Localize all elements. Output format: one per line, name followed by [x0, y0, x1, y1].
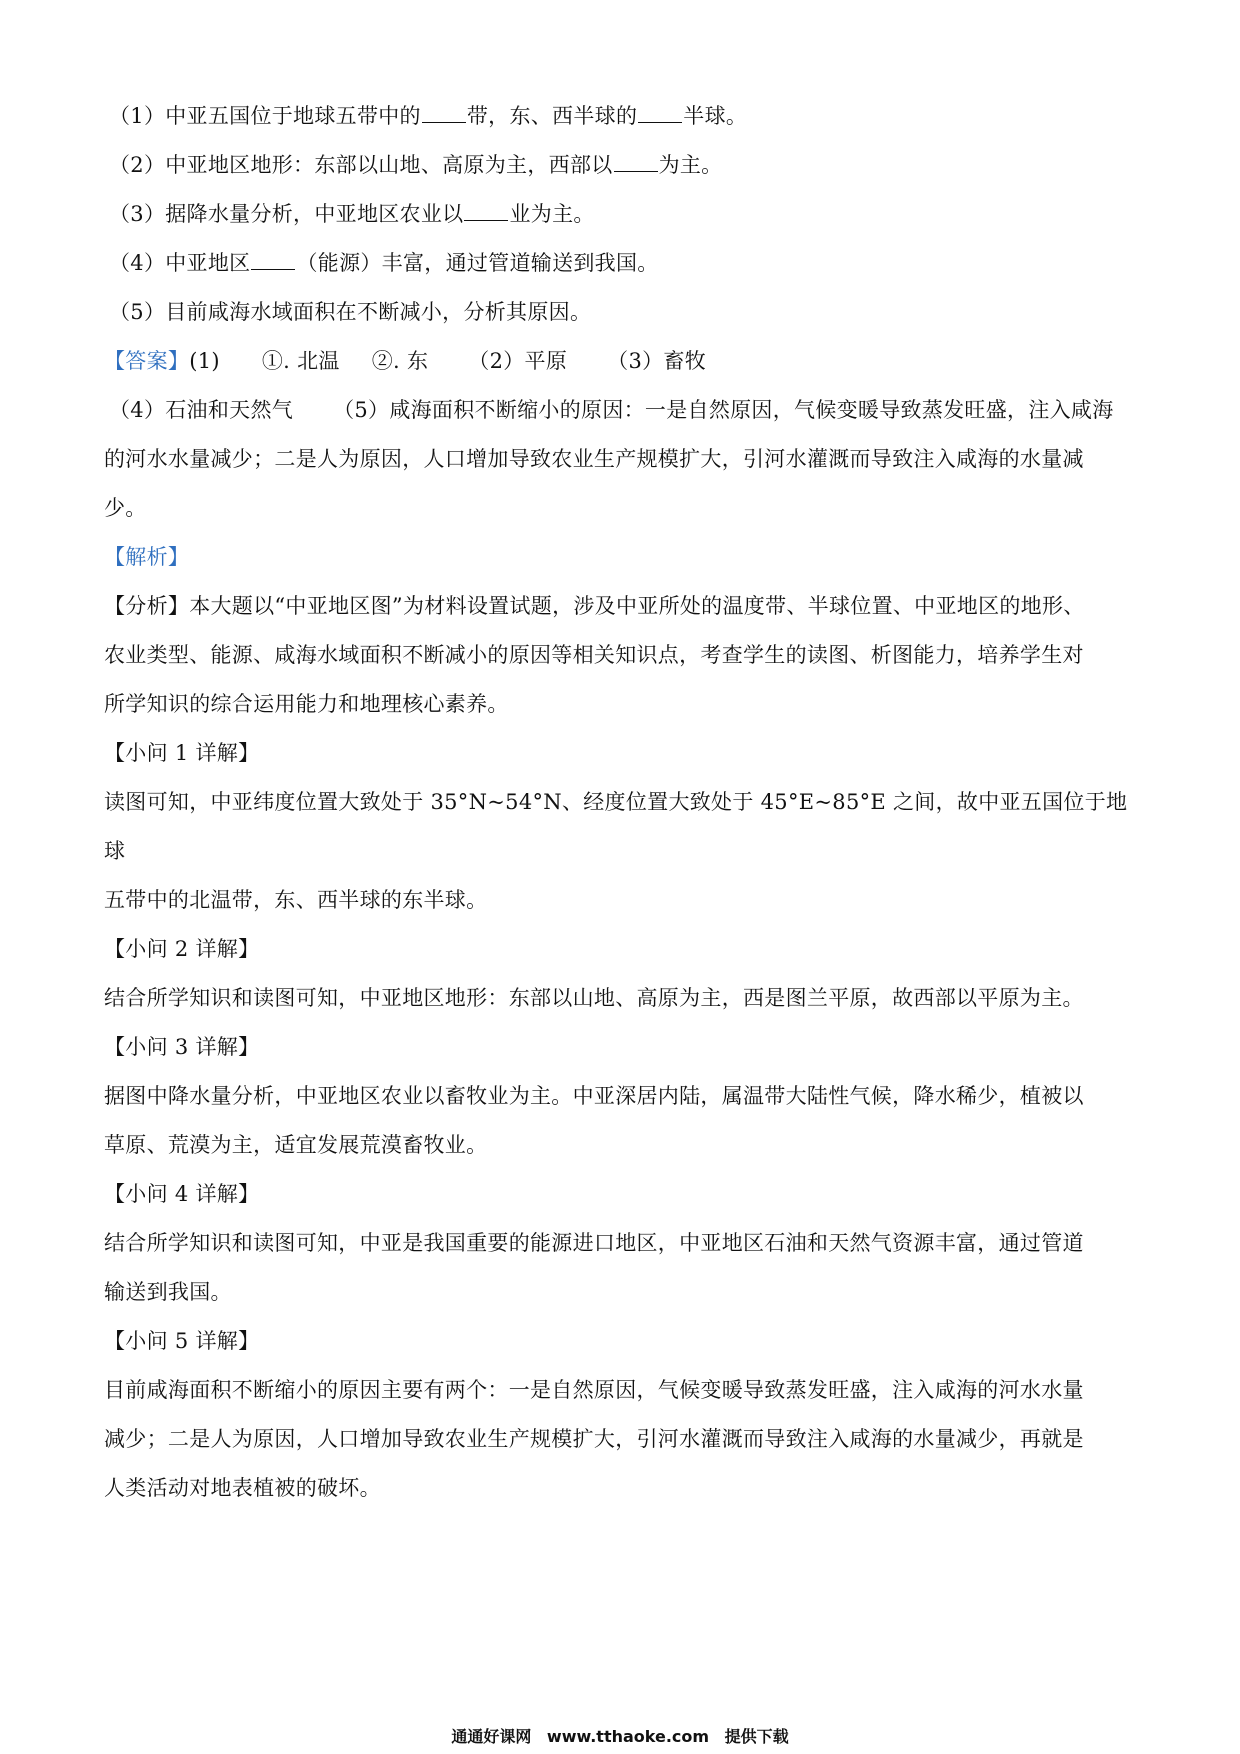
answer-line-2 [104, 386, 1134, 435]
answer-line-1 [104, 337, 1134, 386]
page-footer [0, 1724, 1240, 1747]
sub4-line-2: 输送到我国。 [104, 1280, 232, 1304]
sub1-title: 【小问 1 详解】 [104, 741, 260, 765]
q1-text-c: 半球。 [683, 104, 748, 128]
sub1-line-2: 五带中的北温带，东、西半球的东半球。 [104, 888, 488, 912]
sub5-line-1: 目前咸海面积不断缩小的原因主要有两个：一是自然原因，气候变暖导致蒸发旺盛，注入咸海的河水水量 [104, 1378, 1084, 1402]
question-1 [104, 92, 1134, 141]
blank-4 [251, 251, 295, 270]
q5-text: （5）目前咸海水域面积在不断减小，分析其原因。 [109, 300, 592, 324]
q2-text-b: 为主。 [658, 153, 723, 177]
answer-part1: (1) [189, 349, 220, 373]
answer-tag: 【答案】 [104, 349, 190, 373]
analysis-intro-2: 农业类型、能源、咸海水域面积不断减小的原因等相关知识点，考查学生的读图、析图能力，培养学生对 [104, 643, 1084, 667]
answer-line-3 [104, 435, 1134, 484]
sub4-line-1: 结合所学知识和读图可知，中亚是我国重要的能源进口地区，中亚地区石油和天然气资源丰富，通过管道 [104, 1231, 1084, 1255]
q2-text-a: （2）中亚地区地形：东部以山地、高原为主，西部以 [109, 153, 613, 177]
footer-suffix: 提供下载 [724, 1727, 789, 1746]
sub4-title: 【小问 4 详解】 [104, 1182, 260, 1206]
sub2-title: 【小问 2 详解】 [104, 937, 260, 961]
blank-3 [464, 202, 508, 221]
question-3 [104, 190, 1134, 239]
blank-1a [422, 104, 466, 123]
sub3-line-2: 草原、荒漠为主，适宜发展荒漠畜牧业。 [104, 1133, 488, 1157]
analysis-intro-1: 【分析】本大题以“中亚地区图”为材料设置试题，涉及中亚所处的温度带、半球位置、中亚地区的地形、 [104, 594, 1085, 618]
q3-text-a: （3）据降水量分析，中亚地区农业以 [109, 202, 464, 226]
q1-text-a: （1）中亚五国位于地球五带中的 [109, 104, 421, 128]
sub2-line-1: 结合所学知识和读图可知，中亚地区地形：东部以山地、高原为主，西是图兰平原，故西部以平原为主。 [104, 986, 1084, 1010]
question-2 [104, 141, 1134, 190]
footer-url[interactable]: www.tthaoke.com [546, 1727, 710, 1746]
answer-part5-line2: 的河水水量减少；二是人为原因，人口增加导致农业生产规模扩大，引河水灌溉而导致注入咸海的水量减 [104, 447, 1084, 471]
answer-a1: ①. 北温 [261, 349, 340, 373]
answer-part2: （2）平原 [468, 349, 568, 373]
footer-site-name: 通通好课网 [451, 1727, 532, 1746]
answer-part5-start: （5）咸海面积不断缩小的原因：一是自然原因，气候变暖导致蒸发旺盛，注入咸海 [333, 398, 1114, 422]
answer-a2: ②. 东 [371, 349, 429, 373]
q4-text-b: （能源）丰富，通过管道输送到我国。 [296, 251, 659, 275]
blank-1b [638, 104, 682, 123]
analysis-tag: 【解析】 [104, 545, 190, 569]
sub3-title: 【小问 3 详解】 [104, 1035, 260, 1059]
sub5-line-3: 人类活动对地表植被的破坏。 [104, 1476, 381, 1500]
answer-part4: （4）石油和天然气 [109, 398, 294, 422]
blank-2 [614, 153, 658, 172]
answer-part3: （3）畜牧 [607, 349, 707, 373]
analysis-intro-3: 所学知识的综合运用能力和地理核心素养。 [104, 692, 509, 716]
sub3-line-1: 据图中降水量分析，中亚地区农业以畜牧业为主。中亚深居内陆，属温带大陆性气候，降水稀少，植被以 [104, 1084, 1084, 1108]
sub1-line-1: 读图可知，中亚纬度位置大致处于 35°N~54°N、经度位置大致处于 45°E~85°E 之间，故中亚五国位于地球 [104, 790, 1128, 863]
document-page [104, 92, 1134, 1513]
sub5-title: 【小问 5 详解】 [104, 1329, 260, 1353]
question-4 [104, 239, 1134, 288]
question-5 [104, 288, 1134, 337]
answer-line-4 [104, 484, 1134, 533]
sub5-line-2: 减少；二是人为原因，人口增加导致农业生产规模扩大，引河水灌溉而导致注入咸海的水量减少，再就是 [104, 1427, 1084, 1451]
q1-text-b: 带，东、西半球的 [466, 104, 638, 128]
q4-text-a: （4）中亚地区 [109, 251, 251, 275]
answer-part5-line3: 少。 [104, 496, 147, 520]
q3-text-b: 业为主。 [509, 202, 595, 226]
